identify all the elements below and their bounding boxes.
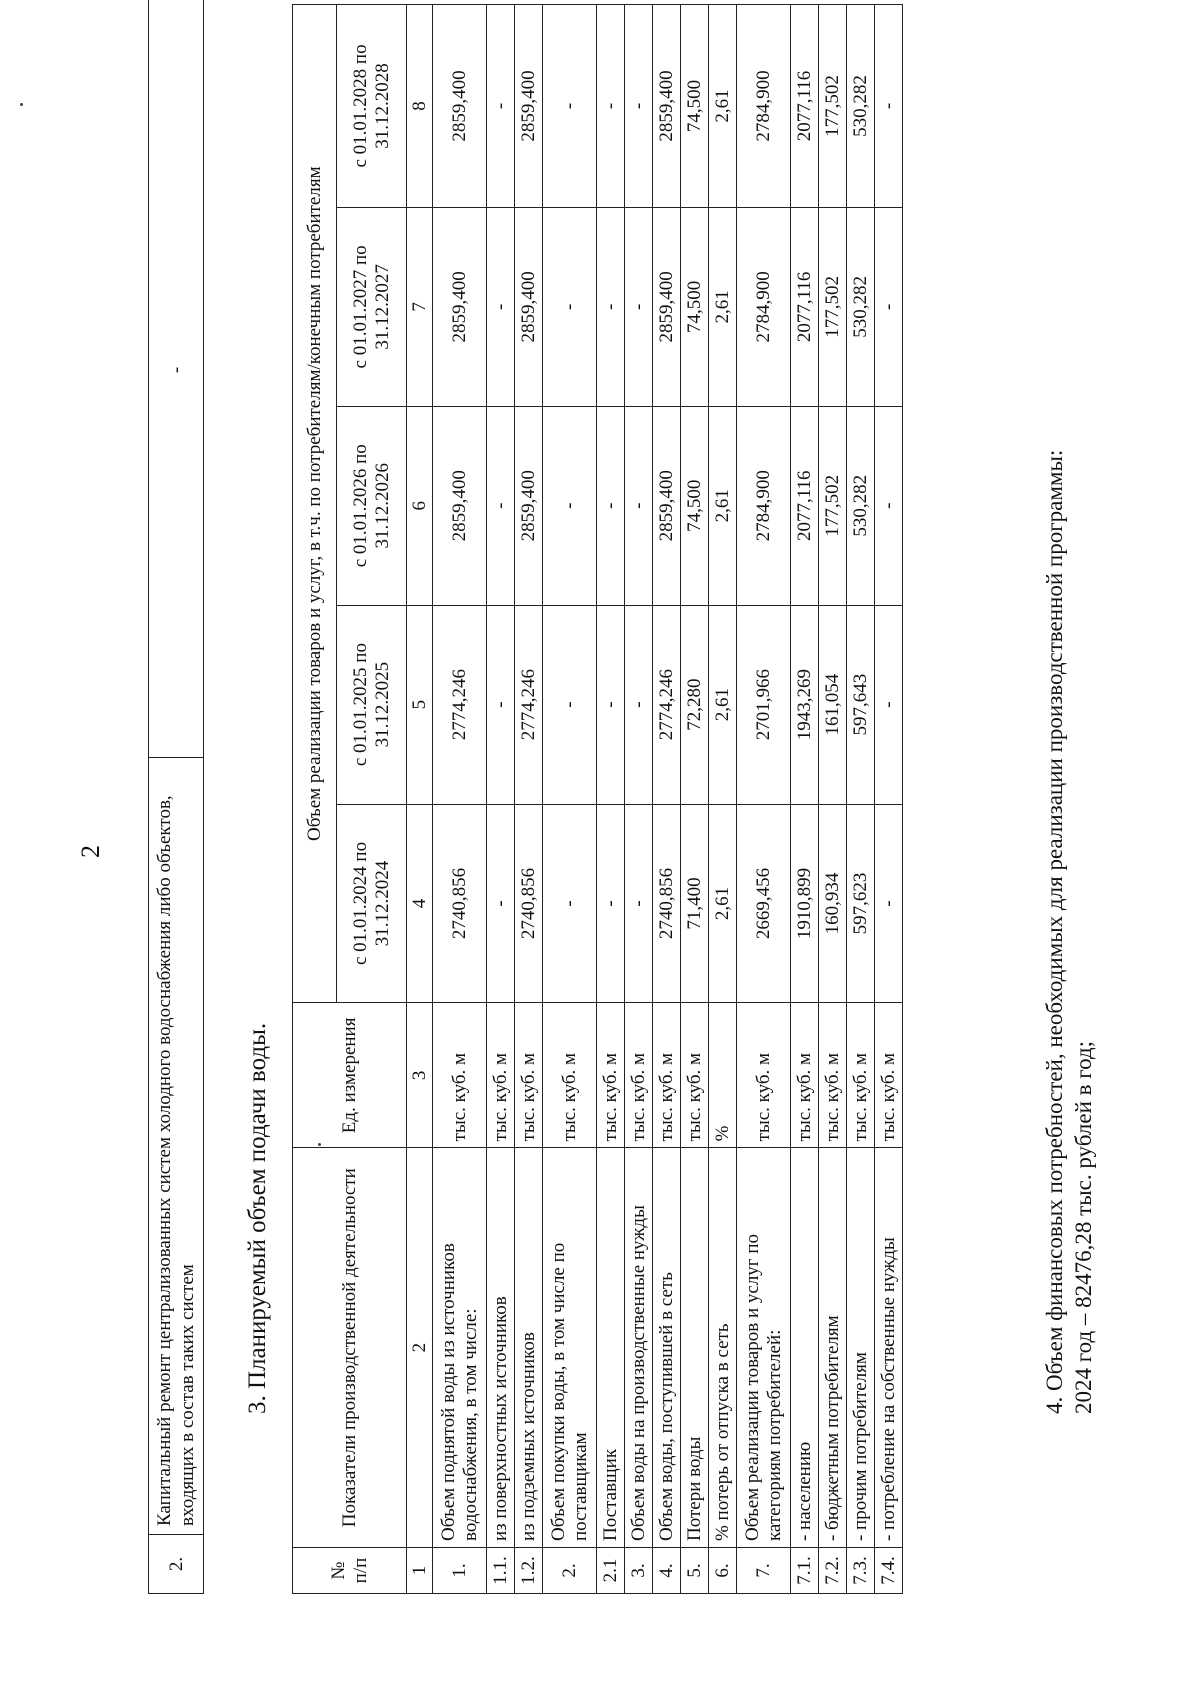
row-number: 6. xyxy=(709,1548,737,1594)
row-indicator: из подземных источников xyxy=(515,1148,543,1548)
row-unit: тыс. куб. м xyxy=(515,1003,543,1148)
row-value: - xyxy=(875,207,903,406)
row-value: 2774,246 xyxy=(653,605,681,804)
row-indicator: - потребление на собственные нужды xyxy=(875,1148,903,1548)
row-value: 177,502 xyxy=(819,406,847,605)
financial-needs-heading: 4. Объем финансовых потребностей, необходимых для реализации производственной программы: xyxy=(1042,449,1067,1414)
row-value: 160,934 xyxy=(819,804,847,1003)
row-unit: тыс. куб. м xyxy=(791,1003,819,1148)
row-value: 177,502 xyxy=(819,5,847,208)
table-row xyxy=(847,5,875,1594)
row-value: 2859,400 xyxy=(515,406,543,605)
table-row xyxy=(433,5,487,1594)
financial-needs-section xyxy=(1040,450,1098,1414)
row-value: 1943,269 xyxy=(791,605,819,804)
row-value: 2,61 xyxy=(709,207,737,406)
row-value: - xyxy=(597,207,625,406)
row-value: 530,282 xyxy=(847,207,875,406)
row-indicator: Объем реализации товаров и услуг по категориям потребителей: xyxy=(737,1148,791,1548)
row-number: 5. xyxy=(681,1548,709,1594)
table-row xyxy=(543,5,597,1594)
row-number: 1.2. xyxy=(515,1548,543,1594)
row-value: 530,282 xyxy=(847,406,875,605)
row-value: 2,61 xyxy=(709,406,737,605)
table-row xyxy=(149,0,204,1594)
column-number: 4 xyxy=(407,804,433,1003)
row-value: 597,643 xyxy=(847,605,875,804)
row-value: 2669,456 xyxy=(737,804,791,1003)
row-text: Капитальный ремонт централизованных систем холодного водоснабжения либо объектов, входящих в состав таких систем xyxy=(149,758,204,1535)
header-volume-group: Объем реализации товаров и услуг, в т.ч. по потребителям/конечным потребителям xyxy=(293,5,337,1003)
header-period: с 01.01.2027 по 31.12.2027 xyxy=(337,207,407,406)
header-period: с 01.01.2024 по 31.12.2024 xyxy=(337,804,407,1003)
row-indicator: Объем воды, поступившей в сеть xyxy=(653,1148,681,1548)
table-row xyxy=(597,5,625,1594)
row-number: 2. xyxy=(149,1535,204,1594)
row-unit: тыс. куб. м xyxy=(625,1003,653,1148)
row-unit: тыс. куб. м xyxy=(487,1003,515,1148)
row-value: - xyxy=(149,0,204,758)
column-number: 7 xyxy=(407,207,433,406)
row-value: - xyxy=(625,605,653,804)
section-heading: 3. Планируемый объем подачи воды. xyxy=(244,1022,271,1414)
water-supply-table xyxy=(292,4,903,1594)
row-value: 2859,400 xyxy=(433,5,487,208)
row-number: 2. xyxy=(543,1548,597,1594)
row-unit: тыс. куб. м xyxy=(819,1003,847,1148)
row-indicator: % потерь от отпуска в сеть xyxy=(709,1148,737,1548)
table-row xyxy=(653,5,681,1594)
row-value: 2774,246 xyxy=(433,605,487,804)
row-value: - xyxy=(597,605,625,804)
row-value: 177,502 xyxy=(819,207,847,406)
row-value: 74,500 xyxy=(681,5,709,208)
row-value: 74,500 xyxy=(681,406,709,605)
page-number: 2 xyxy=(76,845,105,858)
row-value: 74,500 xyxy=(681,207,709,406)
row-unit: тыс. куб. м xyxy=(737,1003,791,1148)
row-value: 2740,856 xyxy=(515,804,543,1003)
row-value: 2,61 xyxy=(709,804,737,1003)
table-row xyxy=(515,5,543,1594)
table-row xyxy=(487,5,515,1594)
row-value: 161,054 xyxy=(819,605,847,804)
row-number: 7.4. xyxy=(875,1548,903,1594)
row-number: 7.2. xyxy=(819,1548,847,1594)
row-value: 2859,400 xyxy=(653,406,681,605)
column-number: 2 xyxy=(407,1148,433,1548)
header-num: № п/п xyxy=(293,1548,407,1594)
row-unit: тыс. куб. м xyxy=(681,1003,709,1148)
row-value: - xyxy=(543,804,597,1003)
row-value: - xyxy=(625,5,653,208)
header-period: с 01.01.2026 по 31.12.2026 xyxy=(337,406,407,605)
row-value: 2859,400 xyxy=(515,207,543,406)
row-number: 1. xyxy=(433,1548,487,1594)
column-number: 5 xyxy=(407,605,433,804)
row-indicator: - бюджетным потребителям xyxy=(819,1148,847,1548)
row-unit: % xyxy=(709,1003,737,1148)
row-value: 2859,400 xyxy=(515,5,543,208)
row-value: 2859,400 xyxy=(433,207,487,406)
row-value: 72,280 xyxy=(681,605,709,804)
row-value: 2740,856 xyxy=(653,804,681,1003)
row-value: - xyxy=(487,804,515,1003)
row-value: - xyxy=(543,406,597,605)
row-value: - xyxy=(875,804,903,1003)
row-value: - xyxy=(625,804,653,1003)
row-number: 1.1. xyxy=(487,1548,515,1594)
header-period: с 01.01.2028 по 31.12.2028 xyxy=(337,5,407,208)
row-value: 2,61 xyxy=(709,5,737,208)
row-value: - xyxy=(625,406,653,605)
row-number: 4. xyxy=(653,1548,681,1594)
table-row xyxy=(791,5,819,1594)
row-indicator: Объем поднятой воды из источников водоснабжения, в том числе: xyxy=(433,1148,487,1548)
row-unit: тыс. куб. м xyxy=(433,1003,487,1148)
row-value: - xyxy=(487,207,515,406)
row-value: - xyxy=(487,406,515,605)
row-value: 2784,900 xyxy=(737,207,791,406)
row-value: - xyxy=(875,605,903,804)
row-value: - xyxy=(543,207,597,406)
row-value: - xyxy=(487,605,515,804)
financial-needs-2024: 2024 год – 82476,28 тыс. рублей в год; xyxy=(1071,1040,1096,1414)
row-value: 530,282 xyxy=(847,5,875,208)
column-number: 6 xyxy=(407,406,433,605)
row-number: 7.1. xyxy=(791,1548,819,1594)
row-unit: тыс. куб. м xyxy=(597,1003,625,1148)
row-value: 2784,900 xyxy=(737,5,791,208)
column-numbers-row xyxy=(407,5,433,1594)
row-value: - xyxy=(625,207,653,406)
row-number: 7.3. xyxy=(847,1548,875,1594)
row-indicator: - прочим потребителям xyxy=(847,1148,875,1548)
row-indicator: Объем покупки воды, в том числе по поставщикам xyxy=(543,1148,597,1548)
table-row xyxy=(709,5,737,1594)
row-indicator: Поставщик xyxy=(597,1148,625,1548)
column-number: 8 xyxy=(407,5,433,208)
header-unit: Ед. измерения xyxy=(293,1003,407,1148)
row-value: - xyxy=(597,804,625,1003)
row-number: 7. xyxy=(737,1548,791,1594)
row-value: - xyxy=(597,406,625,605)
column-number: 3 xyxy=(407,1003,433,1148)
table-row xyxy=(681,5,709,1594)
row-value: - xyxy=(875,5,903,208)
row-value: 2,61 xyxy=(709,605,737,804)
row-value: 2077,116 xyxy=(791,5,819,208)
row-unit: тыс. куб. м xyxy=(653,1003,681,1148)
row-value: - xyxy=(875,406,903,605)
header-period: с 01.01.2025 по 31.12.2025 xyxy=(337,605,407,804)
scan-speck xyxy=(20,103,23,106)
row-unit: тыс. куб. м xyxy=(875,1003,903,1148)
row-value: 2859,400 xyxy=(653,5,681,208)
row-value: 2784,900 xyxy=(737,406,791,605)
row-value: 2077,116 xyxy=(791,207,819,406)
row-value: 2701,966 xyxy=(737,605,791,804)
row-value: - xyxy=(543,5,597,208)
header-row xyxy=(293,5,337,1594)
row-value: 597,623 xyxy=(847,804,875,1003)
row-unit: тыс. куб. м xyxy=(847,1003,875,1148)
row-value: 1910,899 xyxy=(791,804,819,1003)
header-indicator: Показатели производственной деятельности xyxy=(293,1148,407,1548)
row-indicator: Объем воды на производственные нужды xyxy=(625,1148,653,1548)
table-body xyxy=(433,5,903,1594)
column-number: 1 xyxy=(407,1548,433,1594)
row-number: 3. xyxy=(625,1548,653,1594)
table-row xyxy=(625,5,653,1594)
row-value: 2859,400 xyxy=(433,406,487,605)
row-indicator: Потери воды xyxy=(681,1148,709,1548)
row-value: 2859,400 xyxy=(653,207,681,406)
row-value: 2774,246 xyxy=(515,605,543,804)
row-number: 2.1 xyxy=(597,1548,625,1594)
capital-repair-table xyxy=(148,0,204,1594)
row-indicator: - населению xyxy=(791,1148,819,1548)
table-row xyxy=(875,5,903,1594)
row-value: 71,400 xyxy=(681,804,709,1003)
table-row xyxy=(737,5,791,1594)
row-indicator: из поверхностных источников xyxy=(487,1148,515,1548)
row-unit: тыс. куб. м xyxy=(543,1003,597,1148)
row-value: 2740,856 xyxy=(433,804,487,1003)
row-value: - xyxy=(487,5,515,208)
row-value: 2077,116 xyxy=(791,406,819,605)
table-row xyxy=(819,5,847,1594)
row-value: - xyxy=(597,5,625,208)
row-value: - xyxy=(543,605,597,804)
